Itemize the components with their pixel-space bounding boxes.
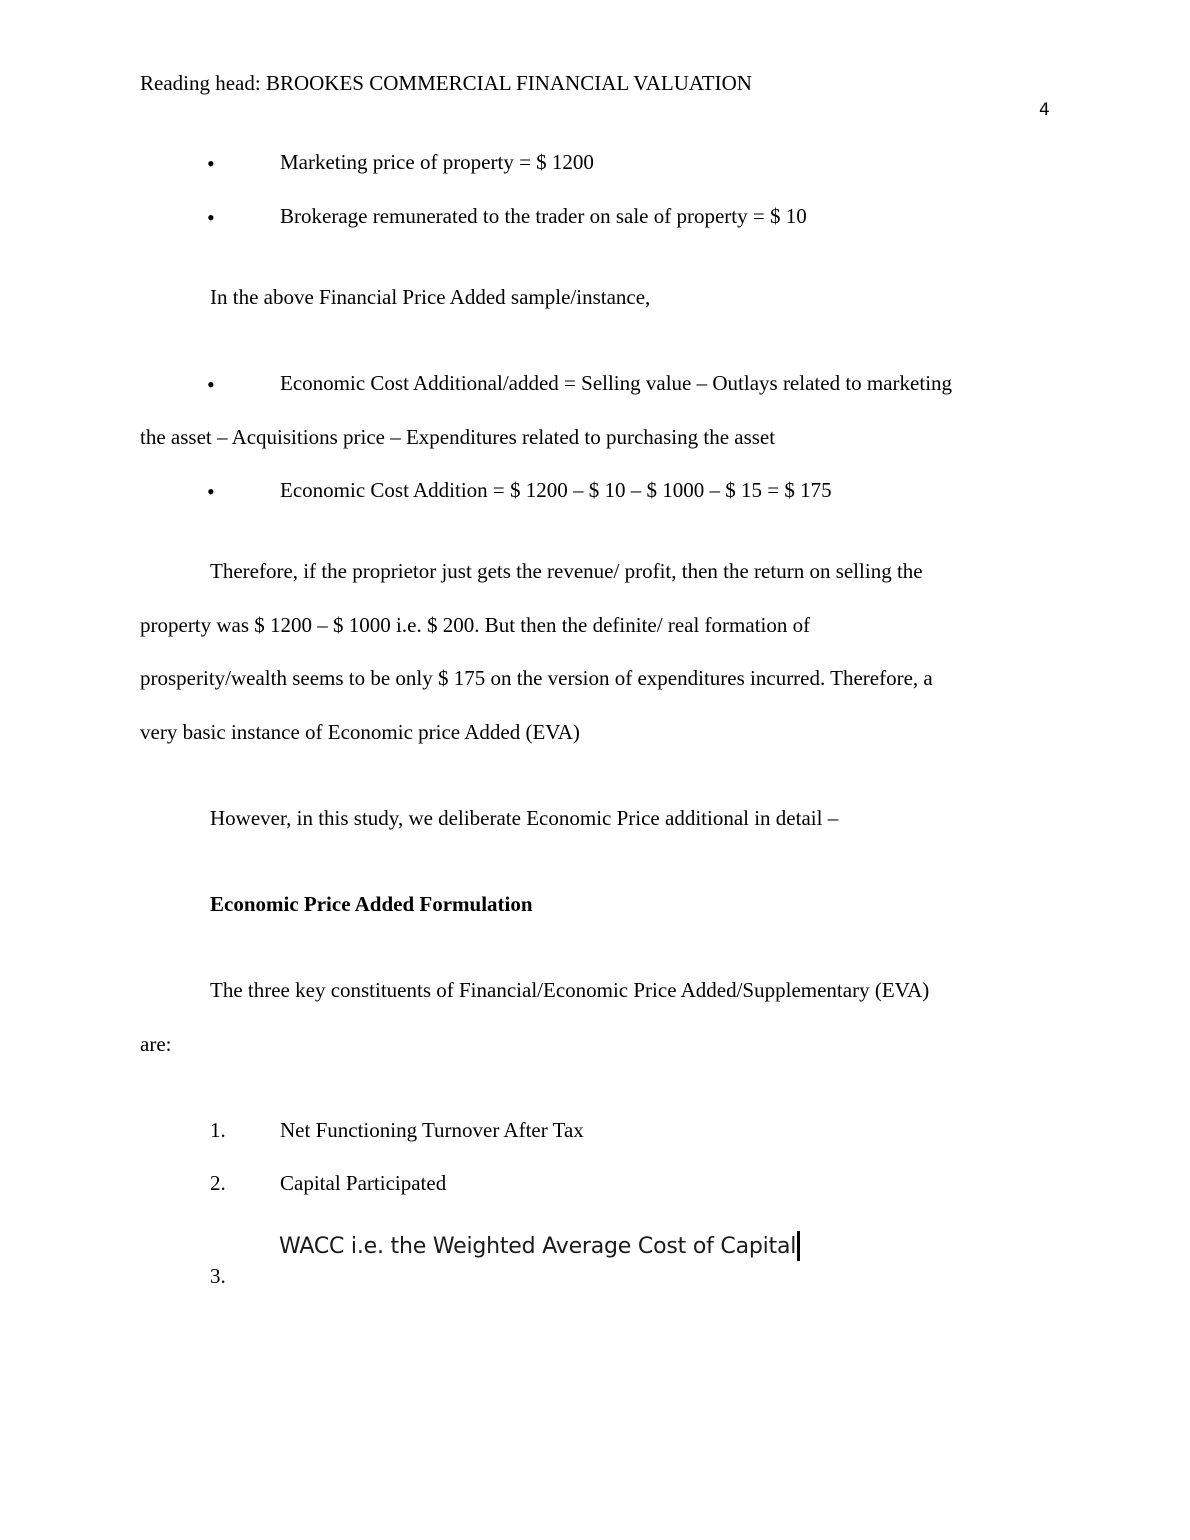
list-number: 3. xyxy=(210,1264,226,1288)
therefore-paragraph-line-3: prosperity/wealth seems to be only $ 175 on the version of expenditures incurred. Therefore, a xyxy=(140,666,933,690)
intro-paragraph: In the above Financial Price Added sample/instance, xyxy=(210,285,651,309)
page-number: 4 xyxy=(1039,100,1050,120)
bullet-marker: • xyxy=(207,479,215,504)
list-item-wacc: WACC i.e. the Weighted Average Cost of Capital xyxy=(279,1233,797,1259)
eva-definition-line-2: the asset – Acquisitions price – Expenditures related to purchasing the asset xyxy=(140,425,776,449)
section-heading: Economic Price Added Formulation xyxy=(210,892,533,916)
eva-calculation: Economic Cost Addition = $ 1200 – $ 10 – $ 1000 – $ 15 = $ 175 xyxy=(280,478,832,502)
running-head: Reading head: BROOKES COMMERCIAL FINANCIAL VALUATION xyxy=(140,71,752,95)
pasted-screenshot-wacc xyxy=(279,1229,800,1263)
list-item-capital: Capital Participated xyxy=(280,1171,447,1195)
bullet-brokerage: Brokerage remunerated to the trader on sale of property = $ 10 xyxy=(280,204,807,228)
therefore-paragraph-line-4: very basic instance of Economic price Added (EVA) xyxy=(140,720,580,744)
list-number: 1. xyxy=(210,1118,226,1142)
eva-definition-line-1: Economic Cost Additional/added = Selling value – Outlays related to marketing xyxy=(280,371,953,395)
bullet-marker: • xyxy=(207,205,215,230)
therefore-paragraph-line-1: Therefore, if the proprietor just gets the revenue/ profit, then the return on selling the xyxy=(210,559,923,583)
bullet-marketing-price: Marketing price of property = $ 1200 xyxy=(280,150,594,174)
text-cursor-icon xyxy=(797,1231,800,1261)
list-number: 2. xyxy=(210,1171,226,1195)
list-item-nopat: Net Functioning Turnover After Tax xyxy=(280,1118,584,1142)
bullet-marker: • xyxy=(207,372,215,397)
constituents-paragraph-line-2: are: xyxy=(140,1032,172,1056)
therefore-paragraph-line-2: property was $ 1200 – $ 1000 i.e. $ 200. But then the definite/ real formation of xyxy=(140,613,811,637)
however-paragraph: However, in this study, we deliberate Economic Price additional in detail – xyxy=(210,806,839,830)
constituents-paragraph-line-1: The three key constituents of Financial/Economic Price Added/Supplementary (EVA) xyxy=(210,978,930,1002)
bullet-marker: • xyxy=(207,151,215,176)
